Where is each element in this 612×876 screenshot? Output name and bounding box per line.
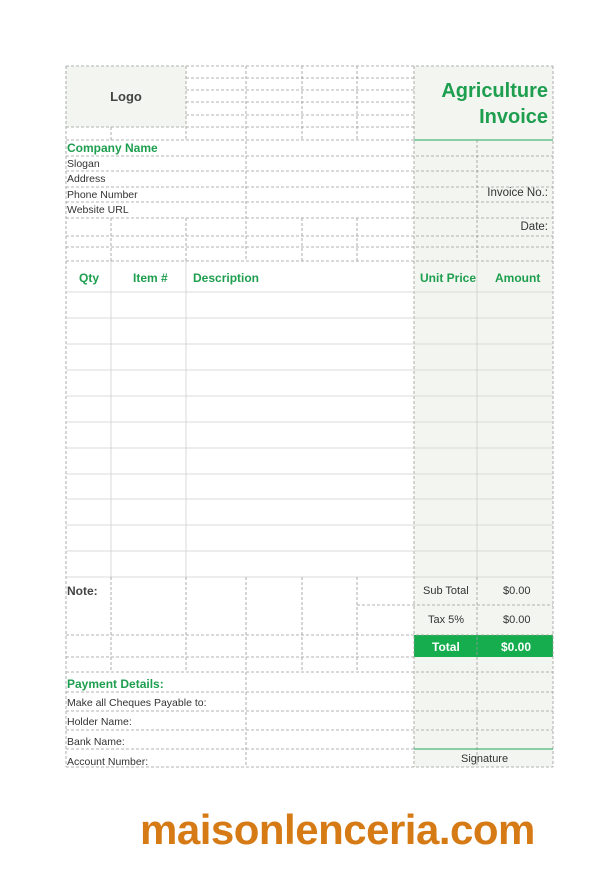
payable-to-label: Make all Cheques Payable to: — [67, 697, 207, 709]
company-name[interactable]: Company Name — [67, 141, 158, 155]
note-label: Note: — [67, 584, 98, 598]
column-item: Item # — [133, 271, 168, 285]
column-unit-price: Unit Price — [420, 271, 477, 285]
logo-placeholder: Logo — [110, 89, 142, 104]
total-label: Total — [432, 640, 460, 654]
bank-name-label: Bank Name: — [67, 736, 125, 748]
payment-right-shade — [414, 657, 553, 767]
tax-value: $0.00 — [503, 614, 531, 626]
signature-label: Signature — [461, 753, 509, 765]
account-number-label: Account Number: — [67, 756, 149, 768]
column-amount: Amount — [495, 271, 541, 285]
payment-details-title: Payment Details: — [67, 677, 164, 691]
tax-label: Tax 5% — [428, 614, 465, 626]
company-website[interactable]: Website URL — [67, 204, 129, 216]
holder-name-label: Holder Name: — [67, 716, 132, 728]
total-value: $0.00 — [501, 640, 532, 654]
column-qty: Qty — [79, 271, 100, 285]
date-label: Date: — [520, 221, 548, 233]
subtotal-label: Sub Total — [423, 585, 469, 597]
site-watermark: maisonlenceria.com — [140, 806, 535, 853]
subtotal-value: $0.00 — [503, 585, 531, 597]
column-description: Description — [193, 271, 260, 285]
company-phone[interactable]: Phone Number — [67, 189, 138, 201]
invoice-number-label: Invoice No.: — [487, 187, 548, 199]
price-column-shade — [414, 140, 553, 635]
company-slogan[interactable]: Slogan — [67, 158, 100, 170]
company-address[interactable]: Address — [67, 173, 106, 185]
invoice-title-line1: Agriculture — [441, 80, 548, 102]
invoice-title-line2: Invoice — [479, 106, 548, 128]
